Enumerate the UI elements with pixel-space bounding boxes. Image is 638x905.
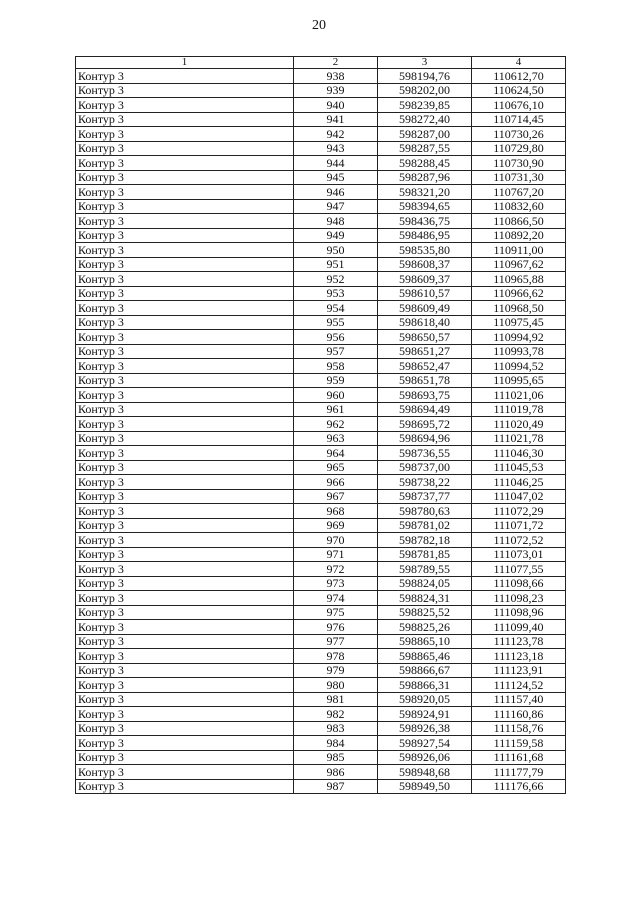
y-coordinate-cell: 110995,65 xyxy=(472,373,566,388)
contour-name-cell: Контур 3 xyxy=(76,504,294,519)
contour-name-cell: Контур 3 xyxy=(76,272,294,287)
y-coordinate-cell: 111021,78 xyxy=(472,431,566,446)
contour-name-cell: Контур 3 xyxy=(76,692,294,707)
x-coordinate-cell: 598825,52 xyxy=(378,605,472,620)
point-number-cell: 951 xyxy=(294,257,378,272)
table-row xyxy=(76,243,566,258)
y-coordinate-cell: 111158,76 xyxy=(472,721,566,736)
point-number-cell: 940 xyxy=(294,98,378,113)
y-coordinate-cell: 110767,20 xyxy=(472,185,566,200)
x-coordinate-cell: 598926,06 xyxy=(378,750,472,765)
y-coordinate-cell: 111159,58 xyxy=(472,736,566,751)
contour-name-cell: Контур 3 xyxy=(76,301,294,316)
point-number-cell: 965 xyxy=(294,460,378,475)
y-coordinate-cell: 110730,90 xyxy=(472,156,566,171)
table-row xyxy=(76,779,566,794)
contour-name-cell: Контур 3 xyxy=(76,605,294,620)
point-number-cell: 977 xyxy=(294,634,378,649)
y-coordinate-cell: 111098,23 xyxy=(472,591,566,606)
x-coordinate-cell: 598694,96 xyxy=(378,431,472,446)
table-row xyxy=(76,721,566,736)
table-row xyxy=(76,373,566,388)
contour-name-cell: Контур 3 xyxy=(76,663,294,678)
y-coordinate-cell: 111124,52 xyxy=(472,678,566,693)
y-coordinate-cell: 110994,92 xyxy=(472,330,566,345)
y-coordinate-cell: 110967,62 xyxy=(472,257,566,272)
x-coordinate-cell: 598535,80 xyxy=(378,243,472,258)
contour-name-cell: Контур 3 xyxy=(76,388,294,403)
table-row xyxy=(76,460,566,475)
contour-name-cell: Контур 3 xyxy=(76,257,294,272)
point-number-cell: 962 xyxy=(294,417,378,432)
contour-name-cell: Контур 3 xyxy=(76,707,294,722)
table-header-row xyxy=(76,57,566,69)
point-number-cell: 987 xyxy=(294,779,378,794)
point-number-cell: 966 xyxy=(294,475,378,490)
x-coordinate-cell: 598780,63 xyxy=(378,504,472,519)
y-coordinate-cell: 111123,78 xyxy=(472,634,566,649)
contour-name-cell: Контур 3 xyxy=(76,620,294,635)
contour-name-cell: Контур 3 xyxy=(76,562,294,577)
y-coordinate-cell: 111160,86 xyxy=(472,707,566,722)
table-row xyxy=(76,228,566,243)
x-coordinate-cell: 598610,57 xyxy=(378,286,472,301)
x-coordinate-cell: 598287,55 xyxy=(378,141,472,156)
point-number-cell: 946 xyxy=(294,185,378,200)
table-row xyxy=(76,547,566,562)
point-number-cell: 963 xyxy=(294,431,378,446)
point-number-cell: 985 xyxy=(294,750,378,765)
y-coordinate-cell: 111021,06 xyxy=(472,388,566,403)
x-coordinate-cell: 598920,05 xyxy=(378,692,472,707)
x-coordinate-cell: 598865,10 xyxy=(378,634,472,649)
contour-name-cell: Контур 3 xyxy=(76,402,294,417)
column-header-3: 3 xyxy=(378,57,472,69)
y-coordinate-cell: 110975,45 xyxy=(472,315,566,330)
x-coordinate-cell: 598738,22 xyxy=(378,475,472,490)
y-coordinate-cell: 110968,50 xyxy=(472,301,566,316)
contour-name-cell: Контур 3 xyxy=(76,779,294,794)
contour-name-cell: Контур 3 xyxy=(76,170,294,185)
contour-name-cell: Контур 3 xyxy=(76,185,294,200)
point-number-cell: 980 xyxy=(294,678,378,693)
x-coordinate-cell: 598239,85 xyxy=(378,98,472,113)
table-row xyxy=(76,315,566,330)
contour-name-cell: Контур 3 xyxy=(76,591,294,606)
point-number-cell: 956 xyxy=(294,330,378,345)
y-coordinate-cell: 111098,96 xyxy=(472,605,566,620)
contour-name-cell: Контур 3 xyxy=(76,431,294,446)
table-row xyxy=(76,576,566,591)
contour-name-cell: Контур 3 xyxy=(76,576,294,591)
table-row xyxy=(76,272,566,287)
point-number-cell: 939 xyxy=(294,83,378,98)
x-coordinate-cell: 598866,67 xyxy=(378,663,472,678)
contour-name-cell: Контур 3 xyxy=(76,112,294,127)
point-number-cell: 942 xyxy=(294,127,378,142)
y-coordinate-cell: 111045,53 xyxy=(472,460,566,475)
contour-name-cell: Контур 3 xyxy=(76,518,294,533)
y-coordinate-cell: 111073,01 xyxy=(472,547,566,562)
y-coordinate-cell: 111019,78 xyxy=(472,402,566,417)
x-coordinate-cell: 598486,95 xyxy=(378,228,472,243)
x-coordinate-cell: 598650,57 xyxy=(378,330,472,345)
table-row xyxy=(76,344,566,359)
contour-name-cell: Контур 3 xyxy=(76,547,294,562)
x-coordinate-cell: 598948,68 xyxy=(378,765,472,780)
x-coordinate-cell: 598924,91 xyxy=(378,707,472,722)
y-coordinate-cell: 110993,78 xyxy=(472,344,566,359)
point-number-cell: 961 xyxy=(294,402,378,417)
table-row xyxy=(76,707,566,722)
point-number-cell: 953 xyxy=(294,286,378,301)
column-header-4: 4 xyxy=(472,57,566,69)
x-coordinate-cell: 598287,96 xyxy=(378,170,472,185)
point-number-cell: 945 xyxy=(294,170,378,185)
contour-name-cell: Контур 3 xyxy=(76,475,294,490)
y-coordinate-cell: 111157,40 xyxy=(472,692,566,707)
table-row xyxy=(76,692,566,707)
point-number-cell: 975 xyxy=(294,605,378,620)
contour-name-cell: Контур 3 xyxy=(76,98,294,113)
table-row xyxy=(76,504,566,519)
table-row xyxy=(76,141,566,156)
contour-name-cell: Контур 3 xyxy=(76,344,294,359)
table-body xyxy=(76,69,566,794)
point-number-cell: 971 xyxy=(294,547,378,562)
x-coordinate-cell: 598436,75 xyxy=(378,214,472,229)
column-header-2: 2 xyxy=(294,57,378,69)
point-number-cell: 957 xyxy=(294,344,378,359)
x-coordinate-cell: 598651,78 xyxy=(378,373,472,388)
page-number: 20 xyxy=(312,18,326,33)
contour-name-cell: Контур 3 xyxy=(76,286,294,301)
table-row xyxy=(76,170,566,185)
y-coordinate-cell: 110729,80 xyxy=(472,141,566,156)
y-coordinate-cell: 111176,66 xyxy=(472,779,566,794)
contour-name-cell: Контур 3 xyxy=(76,721,294,736)
contour-name-cell: Контур 3 xyxy=(76,199,294,214)
y-coordinate-cell: 111123,18 xyxy=(472,649,566,664)
y-coordinate-cell: 111071,72 xyxy=(472,518,566,533)
table-row xyxy=(76,620,566,635)
table-row xyxy=(76,359,566,374)
table-row xyxy=(76,634,566,649)
y-coordinate-cell: 110832,60 xyxy=(472,199,566,214)
y-coordinate-cell: 110676,10 xyxy=(472,98,566,113)
x-coordinate-cell: 598737,77 xyxy=(378,489,472,504)
x-coordinate-cell: 598272,40 xyxy=(378,112,472,127)
contour-name-cell: Контур 3 xyxy=(76,460,294,475)
contour-name-cell: Контур 3 xyxy=(76,533,294,548)
y-coordinate-cell: 111177,79 xyxy=(472,765,566,780)
y-coordinate-cell: 111161,68 xyxy=(472,750,566,765)
contour-name-cell: Контур 3 xyxy=(76,678,294,693)
y-coordinate-cell: 110911,00 xyxy=(472,243,566,258)
point-number-cell: 954 xyxy=(294,301,378,316)
point-number-cell: 964 xyxy=(294,446,378,461)
table-row xyxy=(76,678,566,693)
y-coordinate-cell: 110866,50 xyxy=(472,214,566,229)
point-number-cell: 938 xyxy=(294,69,378,84)
contour-name-cell: Контур 3 xyxy=(76,417,294,432)
contour-name-cell: Контур 3 xyxy=(76,359,294,374)
point-number-cell: 972 xyxy=(294,562,378,577)
point-number-cell: 958 xyxy=(294,359,378,374)
coordinates-table xyxy=(75,56,566,794)
x-coordinate-cell: 598866,31 xyxy=(378,678,472,693)
point-number-cell: 952 xyxy=(294,272,378,287)
point-number-cell: 941 xyxy=(294,112,378,127)
table-row xyxy=(76,533,566,548)
x-coordinate-cell: 598288,45 xyxy=(378,156,472,171)
table-row xyxy=(76,127,566,142)
table-row xyxy=(76,562,566,577)
table-row xyxy=(76,417,566,432)
y-coordinate-cell: 110730,26 xyxy=(472,127,566,142)
point-number-cell: 968 xyxy=(294,504,378,519)
point-number-cell: 973 xyxy=(294,576,378,591)
point-number-cell: 944 xyxy=(294,156,378,171)
table-row xyxy=(76,750,566,765)
x-coordinate-cell: 598865,46 xyxy=(378,649,472,664)
x-coordinate-cell: 598202,00 xyxy=(378,83,472,98)
table-row xyxy=(76,185,566,200)
table-row xyxy=(76,69,566,84)
table-row xyxy=(76,257,566,272)
x-coordinate-cell: 598782,18 xyxy=(378,533,472,548)
x-coordinate-cell: 598287,00 xyxy=(378,127,472,142)
point-number-cell: 959 xyxy=(294,373,378,388)
column-header-1: 1 xyxy=(76,57,294,69)
y-coordinate-cell: 111099,40 xyxy=(472,620,566,635)
y-coordinate-cell: 111046,30 xyxy=(472,446,566,461)
x-coordinate-cell: 598693,75 xyxy=(378,388,472,403)
point-number-cell: 950 xyxy=(294,243,378,258)
contour-name-cell: Контур 3 xyxy=(76,127,294,142)
point-number-cell: 967 xyxy=(294,489,378,504)
y-coordinate-cell: 111123,91 xyxy=(472,663,566,678)
contour-name-cell: Контур 3 xyxy=(76,736,294,751)
x-coordinate-cell: 598651,27 xyxy=(378,344,472,359)
point-number-cell: 949 xyxy=(294,228,378,243)
point-number-cell: 948 xyxy=(294,214,378,229)
x-coordinate-cell: 598736,55 xyxy=(378,446,472,461)
table-row xyxy=(76,663,566,678)
table-row xyxy=(76,649,566,664)
contour-name-cell: Контур 3 xyxy=(76,243,294,258)
contour-name-cell: Контур 3 xyxy=(76,373,294,388)
table-row xyxy=(76,489,566,504)
x-coordinate-cell: 598824,31 xyxy=(378,591,472,606)
y-coordinate-cell: 111072,52 xyxy=(472,533,566,548)
point-number-cell: 960 xyxy=(294,388,378,403)
x-coordinate-cell: 598694,49 xyxy=(378,402,472,417)
table-row xyxy=(76,402,566,417)
x-coordinate-cell: 598652,47 xyxy=(378,359,472,374)
y-coordinate-cell: 111047,02 xyxy=(472,489,566,504)
table-row xyxy=(76,475,566,490)
contour-name-cell: Контур 3 xyxy=(76,330,294,345)
point-number-cell: 976 xyxy=(294,620,378,635)
table-row xyxy=(76,518,566,533)
x-coordinate-cell: 598781,85 xyxy=(378,547,472,562)
x-coordinate-cell: 598926,38 xyxy=(378,721,472,736)
y-coordinate-cell: 110966,62 xyxy=(472,286,566,301)
table-row xyxy=(76,199,566,214)
table-row xyxy=(76,446,566,461)
contour-name-cell: Контур 3 xyxy=(76,446,294,461)
point-number-cell: 970 xyxy=(294,533,378,548)
contour-name-cell: Контур 3 xyxy=(76,750,294,765)
table-row xyxy=(76,605,566,620)
table-row xyxy=(76,765,566,780)
y-coordinate-cell: 111046,25 xyxy=(472,475,566,490)
y-coordinate-cell: 111072,29 xyxy=(472,504,566,519)
table-row xyxy=(76,214,566,229)
point-number-cell: 983 xyxy=(294,721,378,736)
table-row xyxy=(76,286,566,301)
point-number-cell: 943 xyxy=(294,141,378,156)
point-number-cell: 969 xyxy=(294,518,378,533)
x-coordinate-cell: 598695,72 xyxy=(378,417,472,432)
contour-name-cell: Контур 3 xyxy=(76,69,294,84)
table-row xyxy=(76,736,566,751)
y-coordinate-cell: 110994,52 xyxy=(472,359,566,374)
table-row xyxy=(76,591,566,606)
x-coordinate-cell: 598394,65 xyxy=(378,199,472,214)
x-coordinate-cell: 598825,26 xyxy=(378,620,472,635)
contour-name-cell: Контур 3 xyxy=(76,228,294,243)
point-number-cell: 955 xyxy=(294,315,378,330)
y-coordinate-cell: 110612,70 xyxy=(472,69,566,84)
x-coordinate-cell: 598737,00 xyxy=(378,460,472,475)
table-row xyxy=(76,301,566,316)
contour-name-cell: Контур 3 xyxy=(76,634,294,649)
x-coordinate-cell: 598927,54 xyxy=(378,736,472,751)
y-coordinate-cell: 110731,30 xyxy=(472,170,566,185)
y-coordinate-cell: 110624,50 xyxy=(472,83,566,98)
table-row xyxy=(76,431,566,446)
x-coordinate-cell: 598321,20 xyxy=(378,185,472,200)
y-coordinate-cell: 110892,20 xyxy=(472,228,566,243)
table-row xyxy=(76,388,566,403)
point-number-cell: 982 xyxy=(294,707,378,722)
y-coordinate-cell: 111098,66 xyxy=(472,576,566,591)
y-coordinate-cell: 111077,55 xyxy=(472,562,566,577)
x-coordinate-cell: 598609,37 xyxy=(378,272,472,287)
contour-name-cell: Контур 3 xyxy=(76,489,294,504)
table-row xyxy=(76,112,566,127)
x-coordinate-cell: 598608,37 xyxy=(378,257,472,272)
point-number-cell: 984 xyxy=(294,736,378,751)
table-row xyxy=(76,98,566,113)
point-number-cell: 978 xyxy=(294,649,378,664)
x-coordinate-cell: 598194,76 xyxy=(378,69,472,84)
x-coordinate-cell: 598824,05 xyxy=(378,576,472,591)
x-coordinate-cell: 598609,49 xyxy=(378,301,472,316)
point-number-cell: 986 xyxy=(294,765,378,780)
contour-name-cell: Контур 3 xyxy=(76,141,294,156)
table-row xyxy=(76,156,566,171)
y-coordinate-cell: 110714,45 xyxy=(472,112,566,127)
contour-name-cell: Контур 3 xyxy=(76,83,294,98)
contour-name-cell: Контур 3 xyxy=(76,765,294,780)
table-row xyxy=(76,330,566,345)
y-coordinate-cell: 110965,88 xyxy=(472,272,566,287)
contour-name-cell: Контур 3 xyxy=(76,214,294,229)
contour-name-cell: Контур 3 xyxy=(76,156,294,171)
x-coordinate-cell: 598949,50 xyxy=(378,779,472,794)
y-coordinate-cell: 111020,49 xyxy=(472,417,566,432)
point-number-cell: 947 xyxy=(294,199,378,214)
contour-name-cell: Контур 3 xyxy=(76,649,294,664)
x-coordinate-cell: 598781,02 xyxy=(378,518,472,533)
point-number-cell: 981 xyxy=(294,692,378,707)
table-row xyxy=(76,83,566,98)
x-coordinate-cell: 598789,55 xyxy=(378,562,472,577)
x-coordinate-cell: 598618,40 xyxy=(378,315,472,330)
point-number-cell: 979 xyxy=(294,663,378,678)
point-number-cell: 974 xyxy=(294,591,378,606)
contour-name-cell: Контур 3 xyxy=(76,315,294,330)
